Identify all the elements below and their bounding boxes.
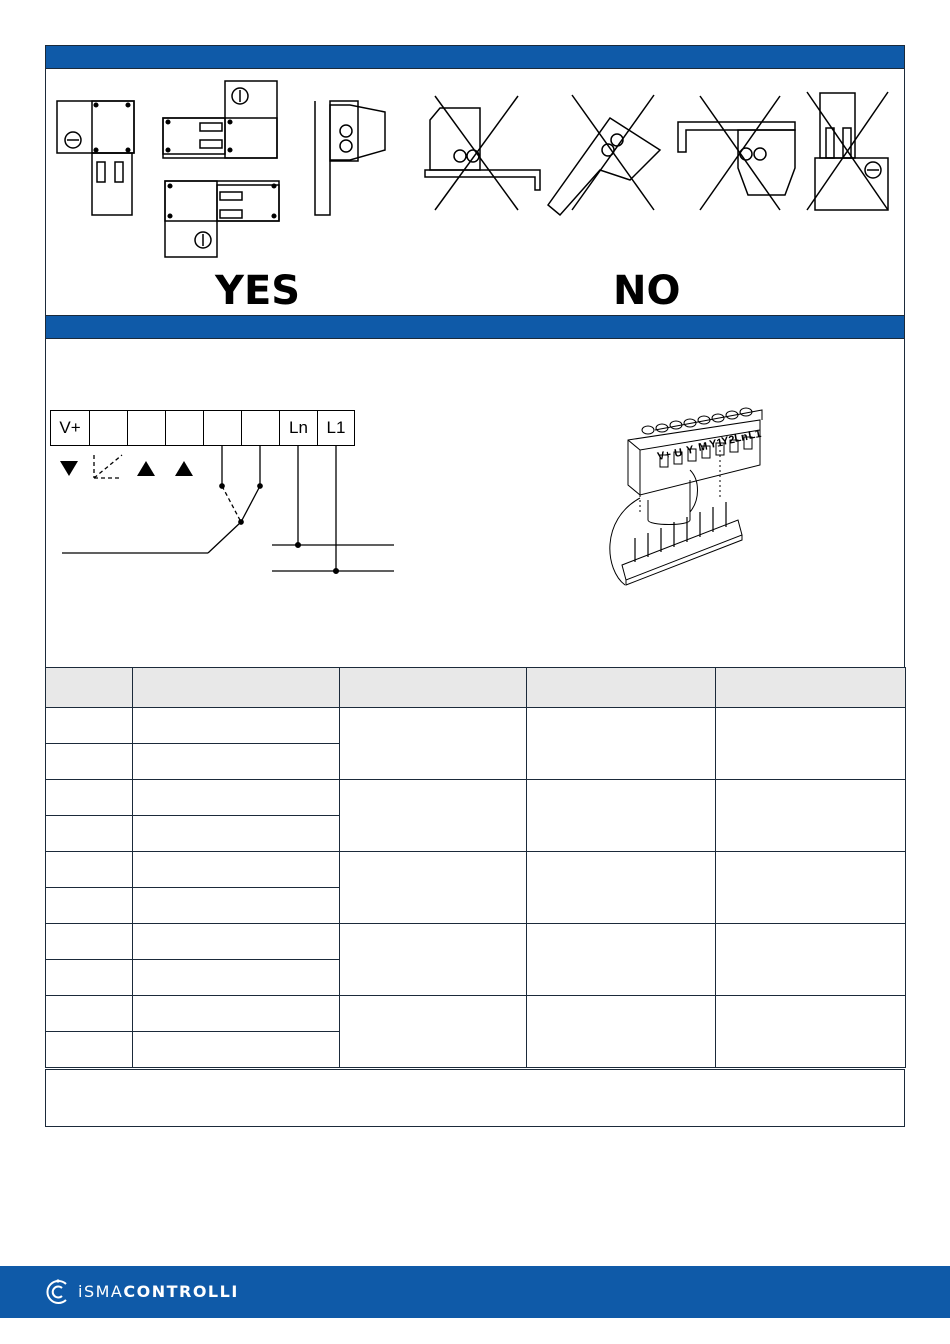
table-cell (527, 852, 716, 924)
table-cell (340, 708, 527, 780)
table-header-cell (340, 668, 527, 708)
table-cell (527, 708, 716, 780)
table-header-cell (133, 668, 340, 708)
table-cell (716, 852, 906, 924)
table-cell (46, 780, 133, 816)
specification-table (45, 667, 906, 1068)
table-cell (340, 780, 527, 852)
table-cell (46, 996, 133, 1032)
brand-logo-icon (44, 1278, 72, 1306)
table-cell (527, 996, 716, 1068)
table-cell (46, 960, 133, 996)
table-cell (46, 744, 133, 780)
footer-bar (0, 1266, 950, 1318)
table-cell (716, 780, 906, 852)
table-cell (133, 816, 340, 852)
table-row (46, 996, 906, 1032)
connector-label: L1 (747, 427, 763, 442)
table-cell (133, 924, 340, 960)
brand-main: CONTROLLI (123, 1282, 239, 1301)
terminal-1: V+ (50, 410, 90, 446)
table-header-cell (527, 668, 716, 708)
connector-label: Y (685, 443, 695, 457)
table-cell (133, 1032, 340, 1068)
table-cell (46, 708, 133, 744)
table-cell (133, 708, 340, 744)
table-cell (46, 924, 133, 960)
table-cell (133, 852, 340, 888)
table-cell (46, 888, 133, 924)
brand-name (78, 1282, 239, 1301)
table-cell (133, 960, 340, 996)
connector-label: M (697, 440, 709, 454)
table-cell (340, 996, 527, 1068)
table-cell (716, 924, 906, 996)
yes-label: YES (215, 268, 301, 314)
table-cell (340, 924, 527, 996)
table-header-cell (716, 668, 906, 708)
table-cell (46, 1032, 133, 1068)
terminal-7: Ln (279, 410, 318, 446)
table-cell (716, 708, 906, 780)
table-cell (716, 996, 906, 1068)
table-cell (133, 996, 340, 1032)
table-cell (46, 816, 133, 852)
table-header-cell (46, 668, 133, 708)
terminal-8: L1 (317, 410, 355, 446)
connector-label: U (673, 446, 684, 460)
connector-label: Y2 (720, 433, 736, 448)
connector-label-row (0, 0, 950, 620)
connector-label: Ln (733, 430, 749, 445)
table-cell (133, 780, 340, 816)
table-cell (527, 780, 716, 852)
table-row (46, 708, 906, 744)
table-cell (133, 744, 340, 780)
notes-box (45, 1069, 905, 1127)
connector-label: Y1 (708, 436, 724, 451)
table-cell (340, 852, 527, 924)
connector-label: V+ (656, 448, 673, 463)
table-header-row (46, 668, 906, 708)
table-cell (133, 888, 340, 924)
no-label: NO (613, 268, 681, 314)
table-cell (527, 924, 716, 996)
table-row (46, 924, 906, 960)
table-row (46, 780, 906, 816)
brand-prefix: iSMA (78, 1282, 124, 1301)
table-row (46, 852, 906, 888)
table-cell (46, 852, 133, 888)
